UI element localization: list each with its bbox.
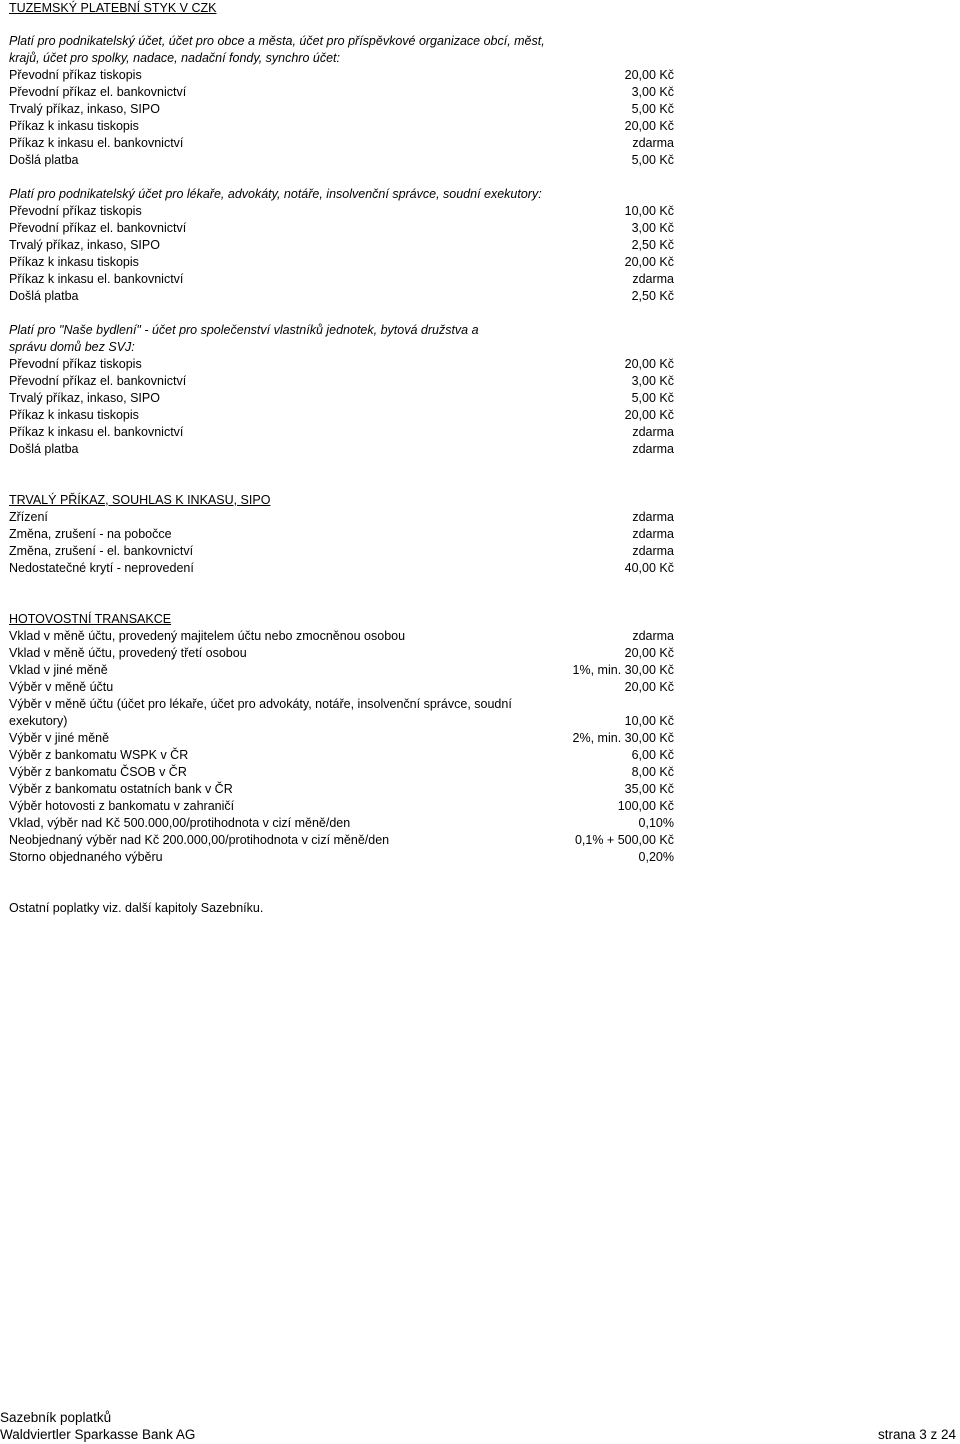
section-intro-line: Platí pro podnikatelský účet pro lékaře, advokáty, notáře, insolvenční správce, soudní exekutory: <box>9 187 542 201</box>
fee-row <box>9 101 674 118</box>
fee-label: Vklad v měně účtu, provedený třetí osobou <box>9 646 247 660</box>
section-intro-line: Platí pro "Naše bydlení" - účet pro společenství vlastníků jednotek, bytová družstva a <box>9 323 479 337</box>
fee-value: 3,00 Kč <box>631 374 674 388</box>
fee-value: 3,00 Kč <box>631 85 674 99</box>
fee-row <box>9 356 674 373</box>
fee-value: 20,00 Kč <box>624 357 674 371</box>
fee-label: Výběr v měně účtu <box>9 680 114 694</box>
fee-row <box>9 288 674 305</box>
fee-value: 8,00 Kč <box>631 765 674 779</box>
fee-row <box>9 424 674 441</box>
section-standing-orders <box>9 492 674 577</box>
fee-row <box>9 662 674 679</box>
fee-value: 40,00 Kč <box>624 561 674 575</box>
fee-label: Zřízení <box>9 510 48 524</box>
fee-label-wrapped: Výběr v měně účtu (účet pro lékaře, účet pro advokáty, notáře, insolvenční správce, soudní <box>9 697 512 711</box>
fee-label: Převodní příkaz el. bankovnictví <box>9 221 187 235</box>
fee-value: 35,00 Kč <box>624 782 674 796</box>
fee-label: Výběr z bankomatu ostatních bank v ČR <box>9 782 233 796</box>
fee-label: Příkaz k inkasu el. bankovnictví <box>9 425 184 439</box>
fee-label: Příkaz k inkasu tiskopis <box>9 408 139 422</box>
fee-row <box>9 849 674 866</box>
fee-label: Převodní příkaz el. bankovnictví <box>9 85 187 99</box>
footer-bank-name: Waldviertler Sparkasse Bank AG <box>0 1427 196 1442</box>
fee-row <box>9 815 674 832</box>
fee-row <box>9 764 674 781</box>
fee-row <box>9 509 674 526</box>
fee-label: Vklad v jiné měně <box>9 663 108 677</box>
fee-value: 20,00 Kč <box>624 408 674 422</box>
fee-value: zdarma <box>632 425 674 439</box>
fee-value: 5,00 Kč <box>631 102 674 116</box>
fee-value: zdarma <box>632 272 674 286</box>
fee-row <box>9 645 674 662</box>
fee-value: 5,00 Kč <box>631 391 674 405</box>
fee-label: Výběr z bankomatu WSPK v ČR <box>9 748 189 762</box>
fee-row <box>9 628 674 645</box>
fee-label: Neobjednaný výběr nad Kč 200.000,00/protihodnota v cizí měně/den <box>9 833 390 847</box>
fee-value: 0,1% + 500,00 Kč <box>574 833 674 847</box>
fee-label: Převodní příkaz tiskopis <box>9 204 142 218</box>
section-intro-line: krajů, účet pro spolky, nadace, nadační fondy, synchro účet: <box>9 51 340 65</box>
fee-value: zdarma <box>632 510 674 524</box>
closing-note: Ostatní poplatky viz. další kapitoly Sazebníku. <box>9 901 264 915</box>
section-cash-transactions <box>9 611 674 866</box>
fee-value: zdarma <box>632 442 674 456</box>
fee-value: 5,00 Kč <box>631 153 674 167</box>
fee-value: 6,00 Kč <box>631 748 674 762</box>
document-title: TUZEMSKÝ PLATEBNÍ STYK V CZK <box>9 1 217 15</box>
fee-row <box>9 560 674 577</box>
fee-value: 20,00 Kč <box>624 680 674 694</box>
fee-value: 1%, min. 30,00 Kč <box>572 663 674 677</box>
fee-row <box>9 254 674 271</box>
fee-label: Příkaz k inkasu tiskopis <box>9 119 139 133</box>
fee-row <box>9 441 674 458</box>
fee-label: Nedostatečné krytí - neprovedení <box>9 561 194 575</box>
footer-title: Sazebník poplatků <box>0 1410 112 1425</box>
fee-row <box>9 407 674 424</box>
fee-row <box>9 84 674 101</box>
fee-row <box>9 118 674 135</box>
fee-label: Převodní příkaz tiskopis <box>9 68 142 82</box>
fee-row <box>9 152 674 169</box>
fee-label: Příkaz k inkasu el. bankovnictví <box>9 136 184 150</box>
section-intro-line: Platí pro podnikatelský účet, účet pro obce a města, účet pro příspěvkové organizace obcí, měst, <box>9 34 545 48</box>
fee-label: Trvalý příkaz, inkaso, SIPO <box>9 102 160 116</box>
fee-label: Změna, zrušení - el. bankovnictví <box>9 544 194 558</box>
fee-value: zdarma <box>632 629 674 643</box>
fee-value: 3,00 Kč <box>631 221 674 235</box>
fee-value: 20,00 Kč <box>624 255 674 269</box>
fee-label: Trvalý příkaz, inkaso, SIPO <box>9 391 160 405</box>
fee-label: exekutory) <box>9 714 68 728</box>
fee-value: 10,00 Kč <box>624 204 674 218</box>
fee-value: 100,00 Kč <box>617 799 674 813</box>
section-heading: HOTOVOSTNÍ TRANSAKCE <box>9 612 172 626</box>
fee-row <box>9 781 674 798</box>
fee-value: 2,50 Kč <box>631 238 674 252</box>
fee-row <box>9 373 674 390</box>
fee-label: Příkaz k inkasu tiskopis <box>9 255 139 269</box>
fee-row <box>9 679 674 696</box>
fee-row <box>9 832 674 849</box>
fee-row <box>9 713 674 730</box>
fee-value: 20,00 Kč <box>624 68 674 82</box>
fee-value: zdarma <box>632 136 674 150</box>
document-page <box>9 0 674 917</box>
section-business-accounts <box>9 33 674 169</box>
fee-label: Výběr z bankomatu ČSOB v ČR <box>9 765 187 779</box>
fee-row <box>9 135 674 152</box>
fee-row <box>9 543 674 560</box>
fee-row <box>9 747 674 764</box>
fee-value: zdarma <box>632 527 674 541</box>
section-professional-accounts <box>9 186 674 305</box>
fee-value: 20,00 Kč <box>624 646 674 660</box>
footer-page-number: strana 3 z 24 <box>877 1427 956 1442</box>
fee-row <box>9 220 674 237</box>
section-intro-line: správu domů bez SVJ: <box>9 340 135 354</box>
section-housing-accounts <box>9 322 674 458</box>
fee-label: Příkaz k inkasu el. bankovnictví <box>9 272 184 286</box>
fee-value: 0,20% <box>638 850 674 864</box>
fee-label: Došlá platba <box>9 442 79 456</box>
fee-row <box>9 730 674 747</box>
fee-label: Vklad v měně účtu, provedený majitelem účtu nebo zmocněnou osobou <box>9 629 406 643</box>
fee-row <box>9 271 674 288</box>
fee-label: Výběr hotovosti z bankomatu v zahraničí <box>9 799 235 813</box>
fee-row <box>9 390 674 407</box>
fee-value: 20,00 Kč <box>624 119 674 133</box>
section-heading: TRVALÝ PŘÍKAZ, SOUHLAS K INKASU, SIPO <box>9 493 271 507</box>
fee-label: Vklad, výběr nad Kč 500.000,00/protihodnota v cizí měně/den <box>9 816 351 830</box>
fee-row <box>9 203 674 220</box>
fee-row <box>9 67 674 84</box>
fee-label: Došlá platba <box>9 289 79 303</box>
fee-label: Došlá platba <box>9 153 79 167</box>
fee-value: 2,50 Kč <box>631 289 674 303</box>
fee-label: Převodní příkaz el. bankovnictví <box>9 374 187 388</box>
fee-value: 10,00 Kč <box>624 714 674 728</box>
fee-value: 0,10% <box>638 816 674 830</box>
fee-row <box>9 798 674 815</box>
fee-label: Převodní příkaz tiskopis <box>9 357 142 371</box>
fee-label: Trvalý příkaz, inkaso, SIPO <box>9 238 160 252</box>
fee-label: Změna, zrušení - na pobočce <box>9 527 172 541</box>
fee-value: zdarma <box>632 544 674 558</box>
fee-label: Storno objednaného výběru <box>9 850 163 864</box>
fee-label: Výběr v jiné měně <box>9 731 110 745</box>
fee-value: 2%, min. 30,00 Kč <box>572 731 674 745</box>
fee-row <box>9 237 674 254</box>
fee-row <box>9 526 674 543</box>
